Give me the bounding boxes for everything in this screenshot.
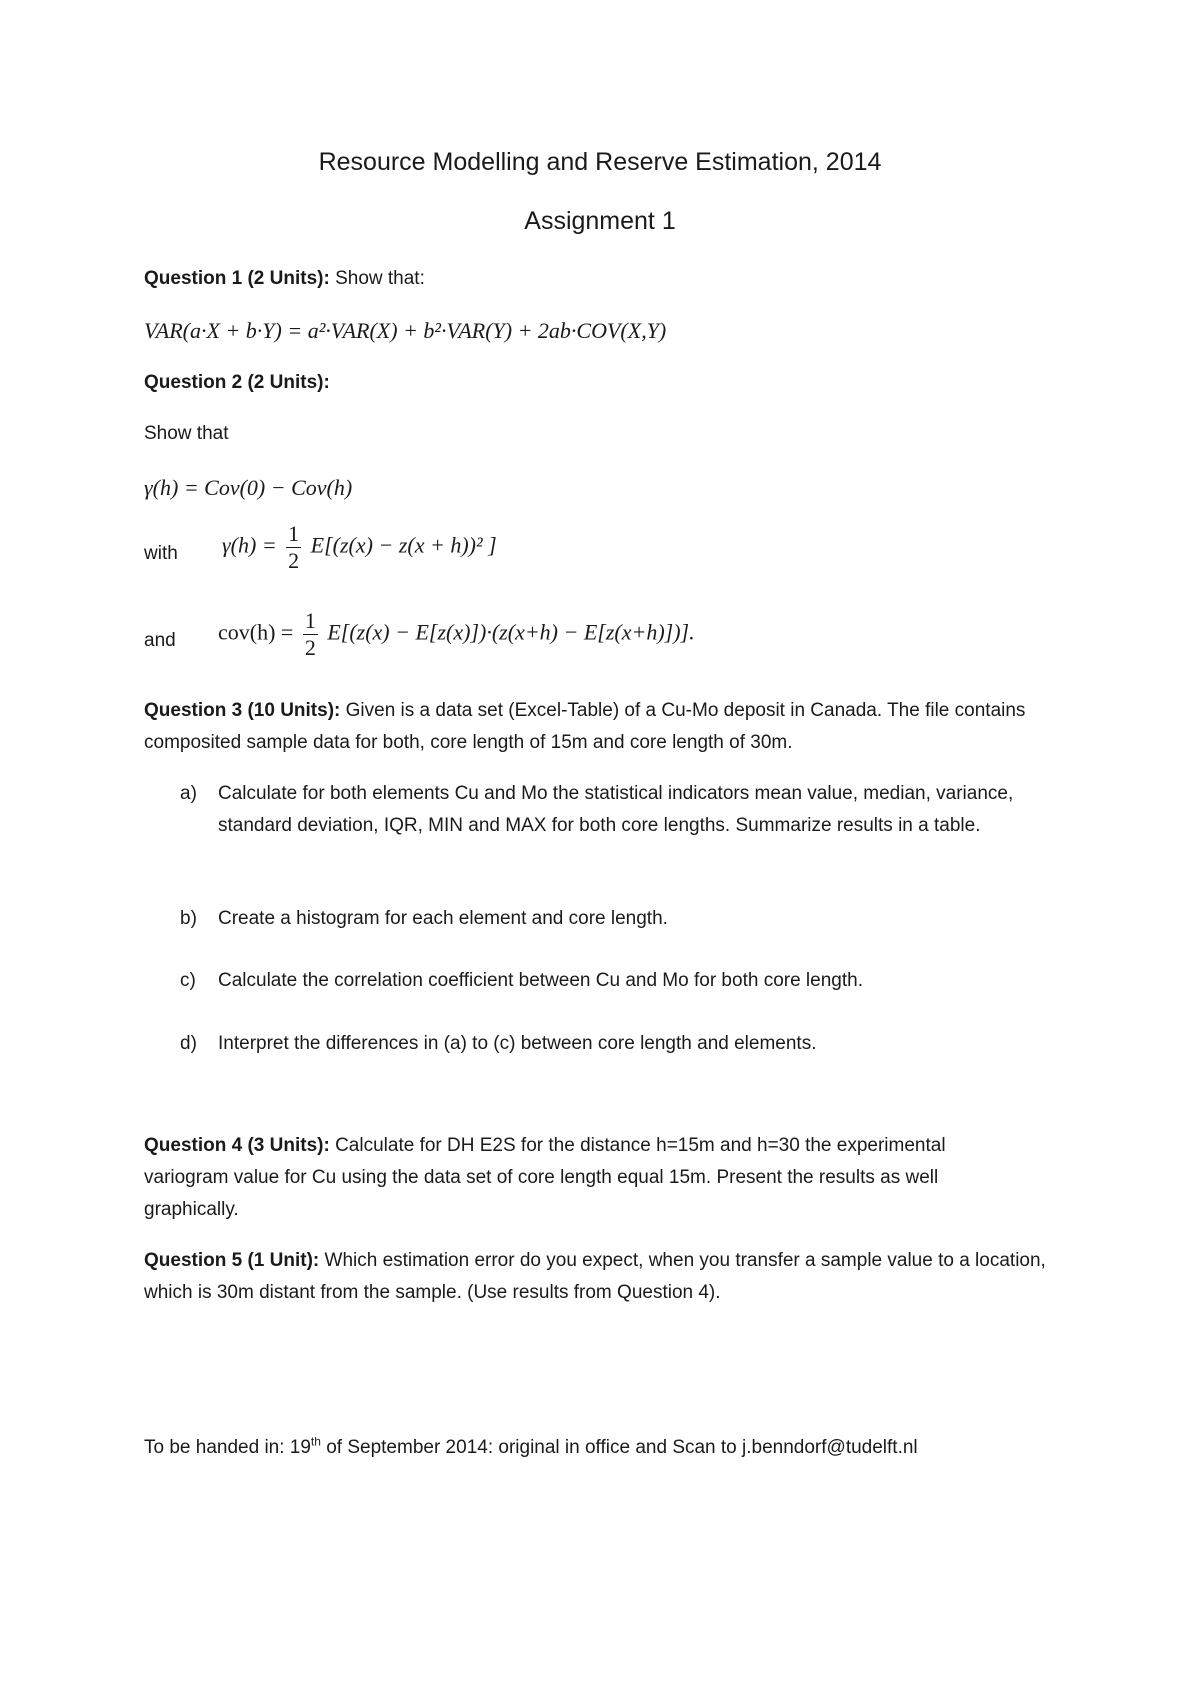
cov-rhs: E[(z(x) − E[z(x)])·(z(x+h) − E[z(x+h)])].: [327, 619, 695, 645]
question-4-text: Calculate for DH E2S for the distance h=15m and h=30 the experimental variogram value for Cu using the data set of core length equal 15m. Present the results as well graphically.: [144, 1135, 946, 1220]
variogram-definition-formula: [222, 523, 497, 572]
question-4: [144, 1130, 1024, 1226]
document-title: Resource Modelling and Reserve Estimation, 2014: [318, 148, 882, 176]
document-page: Resource Modelling and Reserve Estimation, 2014 Assignment 1 Question 1 (2 Units): Show that: VAR(a·X + b·Y) = a²·VAR(X) + b²·VAR(Y) + 2ab·COV(X,Y) Question 2 (2 Units): Show that γ(h) = Cov(0) − Cov(h) with γ(h) = $\frac{1}{2}$ E[(z(x) − z(x + h))² ] and cov(h) = $\frac{1}{2}$ E[(z(x) − E[z(x)])·(z(x+h) − E[z(x+h)])]. Question 3 (10 Units): Given is a data set (Excel-Table) of a Cu-Mo deposit in Canada. The file contains composited sample data for both, core length of 15m and core length of 30m. a) Calculate for both elements Cu and Mo the statistical indicators mean value, median, variance, standard deviation, IQR, MIN and MAX for both core lengths. Summarize results in a table. b) Create a histogram for each element and core length. c) Calculate the correlation coefficient between Cu and Mo for both core length. d) Interpret the differences in (a) to (c) between core length and elements. Question 4 (3 Units): Calculate for DH E2S for the distance h=15m and h=30 the experimental variogram value for Cu using the data set of core length equal 15m. Present the results as well graphically. Question 5 (1 Unit): Which estimation error do you expect, when you transfer a sample value to a location, which is 30m distant from the sample. (Use results from Question 4). To be handed in: 19th of September 2014: original in office and Scan to j.benndorf@tudelft.nl: [0, 0, 1200, 1698]
fraction-one-half-2: $\frac{1}{2}$: [304, 608, 316, 660]
ordinal-superscript: th: [310, 1434, 321, 1449]
question-1-formula: VAR(a·X + b·Y) = a²·VAR(X) + b²·VAR(Y) + 2ab·COV(X,Y): [144, 318, 667, 343]
question-4-label: Question 4 (3 Units):: [144, 1135, 330, 1156]
gamma-rhs: E[(z(x) − z(x + h))² ]: [310, 532, 497, 558]
covariance-definition-formula: [218, 610, 695, 659]
gamma-lhs: γ(h) =: [222, 532, 277, 558]
question-3-intro: [144, 695, 1044, 759]
question-2-label: Question 2 (2 Units):: [144, 372, 330, 393]
question-3-label: Question 3 (10 Units):: [144, 700, 341, 721]
and-label: and: [144, 630, 176, 651]
document-subtitle: Assignment 1: [524, 207, 676, 235]
fraction-one-half: $\frac{1}{2}$: [288, 521, 300, 573]
question-5-label: Question 5 (1 Unit):: [144, 1250, 320, 1271]
question-1-text: Show that:: [335, 268, 425, 289]
question-5-text: Which estimation error do you expect, when you transfer a sample value to a location, which is 30m distant from the sample. (Use results from Question 4).: [144, 1250, 1046, 1303]
with-label: with: [144, 543, 178, 564]
submission-note: To be handed in: 19th of September 2014: original in office and Scan to j.benndorf@tudelft.nl: [144, 1434, 918, 1458]
question-5: [144, 1245, 1064, 1309]
question-3-text: Given is a data set (Excel-Table) of a Cu-Mo deposit in Canada. The file contains composited sample data for both, core length of 15m and core length of 30m.: [144, 700, 1026, 753]
cov-lhs: cov(h) =: [218, 619, 294, 645]
variogram-identity-formula: γ(h) = Cov(0) − Cov(h): [144, 475, 353, 500]
question-1-label: Question 1 (2 Units):: [144, 268, 330, 289]
question-2-show-that: Show that: [144, 423, 229, 444]
question-1-heading: [144, 268, 425, 290]
